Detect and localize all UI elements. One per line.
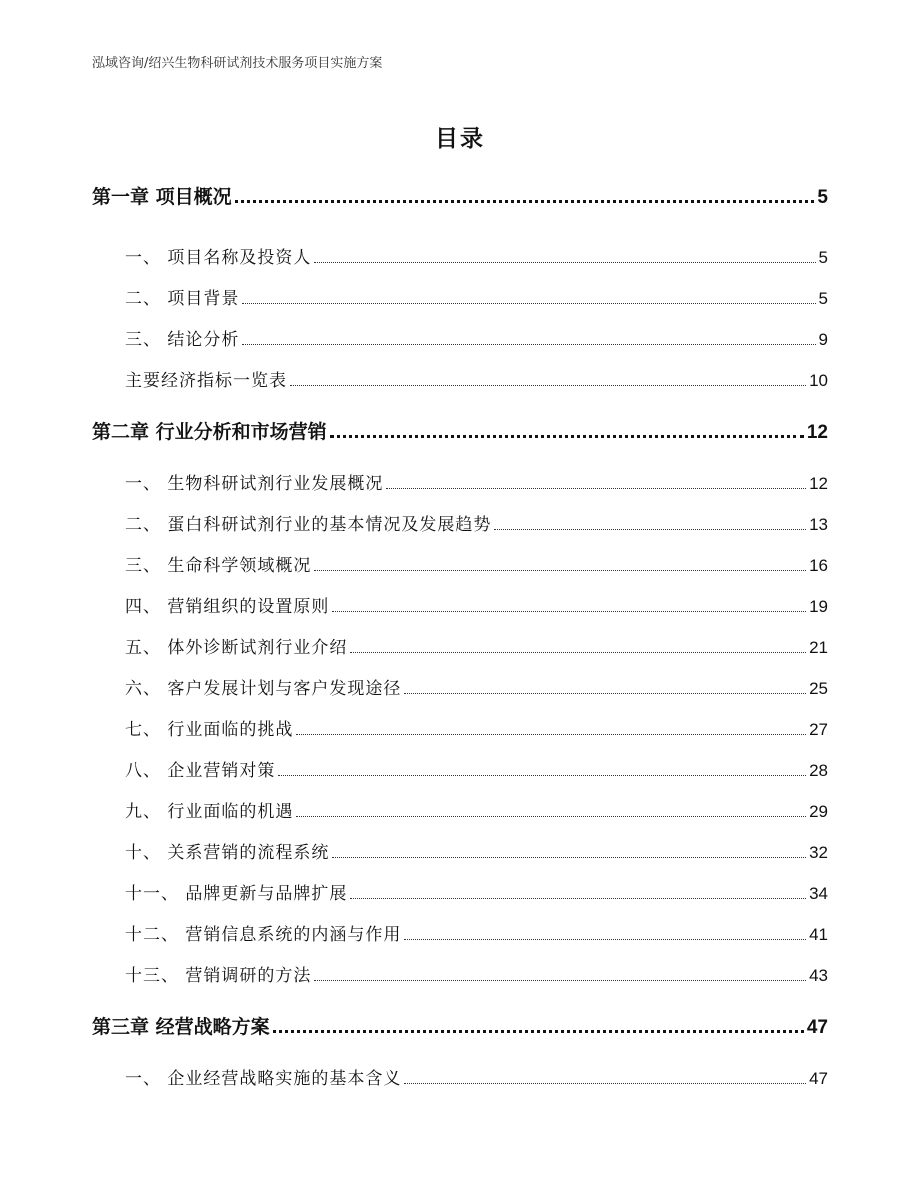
toc-page-number: 28 (809, 761, 828, 780)
toc-page-number: 5 (817, 187, 828, 208)
dot-leader (350, 652, 806, 653)
dot-leader (296, 734, 806, 735)
toc-section[interactable] (125, 633, 828, 659)
dot-leader (235, 200, 815, 203)
toc-chapter[interactable] (92, 417, 828, 443)
toc-page-number: 47 (806, 1017, 828, 1038)
toc-page-number: 27 (809, 720, 828, 739)
dot-leader (332, 611, 806, 612)
toc-page-number: 13 (809, 515, 828, 534)
dot-leader (296, 816, 806, 817)
toc-page-number: 12 (809, 474, 828, 493)
running-header: 泓域咨询/绍兴生物科研试剂技术服务项目实施方案 (92, 56, 383, 71)
toc-page-number: 29 (809, 802, 828, 821)
toc-page-number: 43 (809, 966, 828, 985)
toc-section[interactable] (125, 510, 828, 536)
toc-page-number: 5 (818, 289, 828, 308)
toc-entry-label: 第二章 行业分析和市场营销 (92, 421, 327, 443)
toc-page-number: 19 (809, 597, 828, 616)
toc-entry-label: 二、 项目背景 (125, 289, 240, 309)
toc-entry-label: 五、 体外诊断试剂行业介绍 (125, 638, 348, 658)
toc-entry-label: 十、 关系营销的流程系统 (125, 843, 330, 863)
toc-entry-label: 七、 行业面临的挑战 (125, 720, 294, 740)
toc-section[interactable] (125, 920, 828, 946)
dot-leader (404, 1083, 806, 1084)
page-title: 目录 (435, 126, 485, 152)
toc-page-number: 47 (809, 1069, 828, 1088)
dot-leader (404, 939, 806, 940)
toc-entry-label: 六、 客户发展计划与客户发现途径 (125, 679, 402, 699)
dot-leader (330, 435, 804, 438)
dot-leader (273, 1030, 804, 1033)
toc-section[interactable] (125, 715, 828, 741)
toc-entry-label: 十一、 品牌更新与品牌扩展 (125, 884, 348, 904)
dot-leader (494, 529, 806, 530)
toc-page-number: 34 (809, 884, 828, 903)
toc-section[interactable] (125, 551, 828, 577)
toc-page-number: 25 (809, 679, 828, 698)
toc-entry-label: 八、 企业营销对策 (125, 761, 276, 781)
toc-entry-label: 四、 营销组织的设置原则 (125, 597, 330, 617)
toc-section[interactable] (125, 243, 828, 269)
toc-entry-label: 二、 蛋白科研试剂行业的基本情况及发展趋势 (125, 515, 492, 535)
toc-page-number: 16 (809, 556, 828, 575)
toc-section[interactable] (125, 674, 828, 700)
toc-entry-label: 十三、 营销调研的方法 (125, 966, 312, 986)
dot-leader (314, 262, 815, 263)
toc-section[interactable] (125, 961, 828, 987)
toc-entry-label: 三、 生命科学领域概况 (125, 556, 312, 576)
toc-page-number: 21 (809, 638, 828, 657)
dot-leader (386, 488, 806, 489)
toc-entry-label: 第一章 项目概况 (92, 186, 232, 208)
toc-entry-label: 一、 项目名称及投资人 (125, 248, 312, 268)
dot-leader (242, 303, 815, 304)
toc-entry-label: 一、 生物科研试剂行业发展概况 (125, 474, 384, 494)
toc-page-number: 5 (818, 248, 828, 267)
toc-page-number: 32 (809, 843, 828, 862)
toc-entry-label: 三、 结论分析 (125, 330, 240, 350)
dot-leader (278, 775, 806, 776)
toc-page-number: 10 (809, 371, 828, 390)
toc-entry-label: 九、 行业面临的机遇 (125, 802, 294, 822)
toc-page-number: 12 (806, 422, 828, 443)
toc-page-number: 41 (809, 925, 828, 944)
dot-leader (350, 898, 806, 899)
dot-leader (314, 980, 806, 981)
toc-entry-label: 第三章 经营战略方案 (92, 1016, 270, 1038)
dot-leader (404, 693, 806, 694)
toc-page-number: 9 (818, 330, 828, 349)
dot-leader (314, 570, 806, 571)
toc-section[interactable] (125, 366, 828, 392)
toc-section[interactable] (125, 879, 828, 905)
toc-entry-label: 一、 企业经营战略实施的基本含义 (125, 1069, 402, 1089)
toc-chapter[interactable] (92, 182, 828, 208)
toc-section[interactable] (125, 592, 828, 618)
toc-section[interactable] (125, 756, 828, 782)
toc-section[interactable] (125, 1064, 828, 1090)
toc-section[interactable] (125, 469, 828, 495)
toc-entry-label: 主要经济指标一览表 (125, 371, 287, 391)
toc-section[interactable] (125, 838, 828, 864)
toc-chapter[interactable] (92, 1012, 828, 1038)
toc-section[interactable] (125, 325, 828, 351)
toc-section[interactable] (125, 284, 828, 310)
dot-leader (242, 344, 815, 345)
dot-leader (290, 385, 806, 386)
toc-section[interactable] (125, 797, 828, 823)
toc-entry-label: 十二、 营销信息系统的内涵与作用 (125, 925, 402, 945)
dot-leader (332, 857, 806, 858)
